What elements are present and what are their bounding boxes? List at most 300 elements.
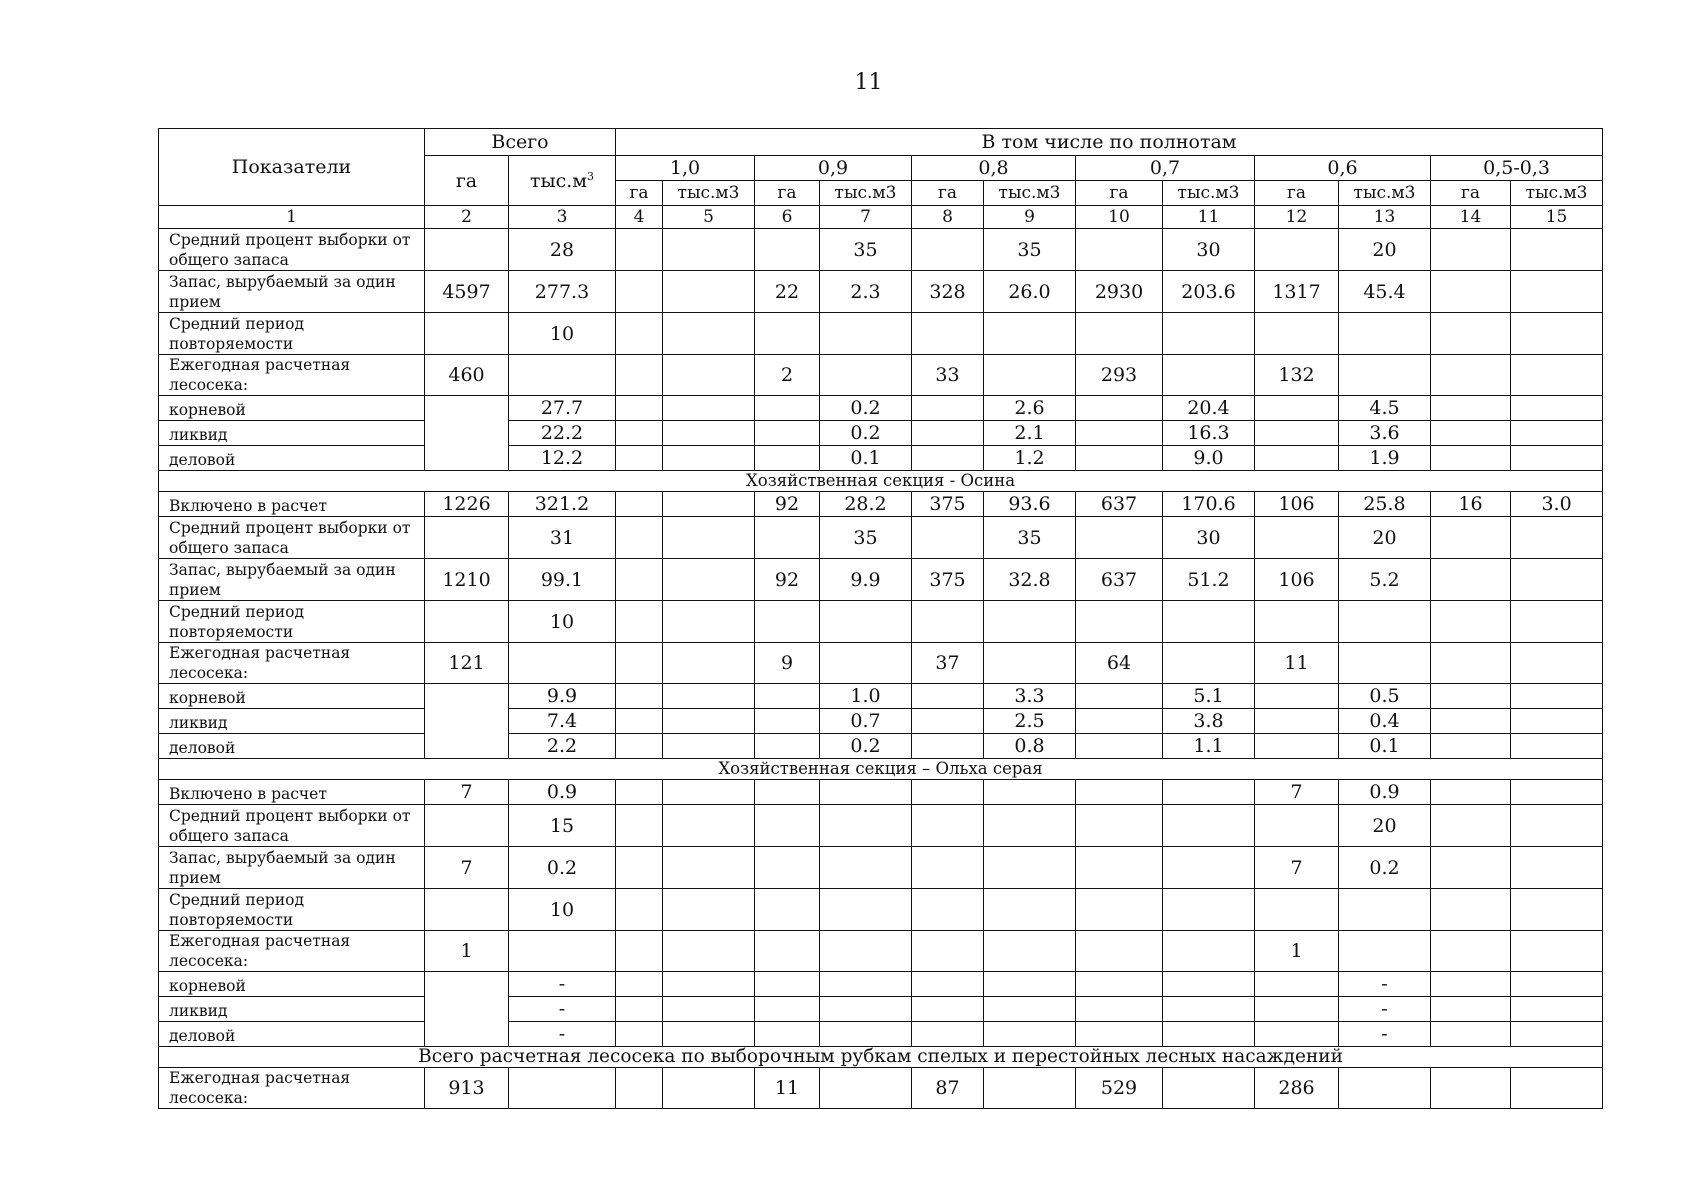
table-cell	[663, 1068, 755, 1109]
table-cell: 2.3	[820, 271, 912, 313]
table-cell	[509, 643, 616, 684]
table-cell	[1339, 889, 1431, 931]
table-cell: 5.1	[1163, 684, 1255, 709]
table-cell	[820, 780, 912, 805]
table-cell	[1255, 313, 1339, 355]
table-cell	[616, 492, 663, 517]
table-cell	[820, 972, 912, 997]
table-cell: 293	[1076, 355, 1163, 396]
table-cell	[1076, 446, 1163, 471]
table-cell	[1511, 709, 1603, 734]
table-cell	[616, 889, 663, 931]
table-cell	[616, 972, 663, 997]
table-row	[159, 517, 1603, 559]
section-row	[159, 1047, 1603, 1068]
table-cell	[1511, 559, 1603, 601]
table-cell: 0.2	[820, 734, 912, 759]
table-cell	[912, 229, 984, 271]
table-cell	[1511, 889, 1603, 931]
table-cell	[616, 396, 663, 421]
header-unit-volume: тыс.м3	[1163, 181, 1255, 206]
table-cell	[663, 734, 755, 759]
table-cell	[616, 1068, 663, 1109]
table-cell	[509, 931, 616, 972]
table-cell	[984, 643, 1076, 684]
column-index: 3	[509, 206, 616, 229]
table-cell	[663, 355, 755, 396]
table-cell	[1163, 313, 1255, 355]
table-cell	[984, 313, 1076, 355]
table-cell: 7	[1255, 780, 1339, 805]
table-cell	[1431, 709, 1511, 734]
table-cell	[984, 847, 1076, 889]
table-cell	[984, 601, 1076, 643]
table-cell: 3.0	[1511, 492, 1603, 517]
table-cell	[1339, 601, 1431, 643]
table-cell	[663, 931, 755, 972]
table-cell	[663, 997, 755, 1022]
table-cell	[1255, 229, 1339, 271]
table-cell: 16	[1431, 492, 1511, 517]
table-cell	[663, 492, 755, 517]
table-cell	[1431, 421, 1511, 446]
table-cell	[1076, 805, 1163, 847]
row-label: Включено в расчет	[159, 780, 425, 805]
table-cell	[1163, 355, 1255, 396]
table-cell	[1431, 1022, 1511, 1047]
table-cell	[1511, 446, 1603, 471]
row-label: деловой	[159, 1022, 425, 1047]
table-cell: 2	[755, 355, 820, 396]
table-cell	[755, 421, 820, 446]
header-unit-ha: га	[1255, 181, 1339, 206]
table-cell	[1255, 997, 1339, 1022]
table-cell	[1163, 805, 1255, 847]
column-index: 10	[1076, 206, 1163, 229]
table-cell: -	[509, 1022, 616, 1047]
row-label: Ежегодная расчетная лесосека:	[159, 355, 425, 396]
table-cell	[1163, 997, 1255, 1022]
table-cell	[912, 421, 984, 446]
table-cell: 32.8	[984, 559, 1076, 601]
table-cell	[1255, 601, 1339, 643]
table-cell	[1255, 517, 1339, 559]
table-cell	[755, 1022, 820, 1047]
table-cell	[616, 601, 663, 643]
table-cell	[1511, 997, 1603, 1022]
table-cell	[820, 1022, 912, 1047]
table-cell	[663, 313, 755, 355]
table-cell	[984, 972, 1076, 997]
table-cell: 28.2	[820, 492, 912, 517]
table-cell	[1255, 421, 1339, 446]
table-cell	[1511, 601, 1603, 643]
table-row	[159, 972, 1603, 997]
table-cell: 0.8	[984, 734, 1076, 759]
table-cell	[755, 972, 820, 997]
table-cell	[1511, 780, 1603, 805]
table-cell: 87	[912, 1068, 984, 1109]
header-total-ha: га	[425, 156, 509, 206]
row-label: Ежегодная расчетная лесосека:	[159, 1068, 425, 1109]
table-cell: 30	[1163, 229, 1255, 271]
table-cell: 11	[1255, 643, 1339, 684]
header-unit-volume: тыс.м3	[1339, 181, 1431, 206]
table-cell: 121	[425, 643, 509, 684]
table-cell	[616, 229, 663, 271]
table-cell: 7.4	[509, 709, 616, 734]
table-cell	[1431, 313, 1511, 355]
table-cell: 92	[755, 492, 820, 517]
table-cell	[1076, 601, 1163, 643]
table-row	[159, 355, 1603, 396]
table-cell: 1.2	[984, 446, 1076, 471]
table-cell	[1431, 355, 1511, 396]
table-cell	[1511, 396, 1603, 421]
table-cell	[509, 355, 616, 396]
table-cell	[984, 355, 1076, 396]
table-cell	[984, 931, 1076, 972]
column-index: 9	[984, 206, 1076, 229]
table-cell	[912, 1022, 984, 1047]
table-cell	[1431, 847, 1511, 889]
header-unit-volume: тыс.м3	[663, 181, 755, 206]
table-cell	[1431, 271, 1511, 313]
table-cell	[1511, 1068, 1603, 1109]
table-cell: 277.3	[509, 271, 616, 313]
table-cell	[663, 805, 755, 847]
table-cell	[1255, 972, 1339, 997]
table-cell	[1163, 972, 1255, 997]
table-cell	[1431, 446, 1511, 471]
table-cell: 1.9	[1339, 446, 1431, 471]
table-cell	[616, 355, 663, 396]
table-cell: 2930	[1076, 271, 1163, 313]
table-cell	[663, 889, 755, 931]
table-cell	[912, 931, 984, 972]
table-row	[159, 997, 1603, 1022]
table-cell	[1163, 601, 1255, 643]
table-row	[159, 931, 1603, 972]
table-cell	[912, 709, 984, 734]
table-row	[159, 889, 1603, 931]
table-cell: -	[1339, 997, 1431, 1022]
table-cell: 2.5	[984, 709, 1076, 734]
table-cell	[663, 271, 755, 313]
table-row	[159, 229, 1603, 271]
table-cell: 3.8	[1163, 709, 1255, 734]
table-cell	[755, 889, 820, 931]
table-cell	[820, 997, 912, 1022]
table-cell	[1431, 396, 1511, 421]
table-cell	[616, 1022, 663, 1047]
table-cell: 35	[984, 517, 1076, 559]
table-cell	[1431, 517, 1511, 559]
table-cell: 286	[1255, 1068, 1339, 1109]
table-row-total	[159, 1068, 1603, 1109]
row-label: Средний процент выборки от общего запаса	[159, 229, 425, 271]
table-cell: 637	[1076, 492, 1163, 517]
table-cell: 0.2	[820, 396, 912, 421]
table-cell: 30	[1163, 517, 1255, 559]
table-cell	[912, 684, 984, 709]
table-cell	[1431, 684, 1511, 709]
table-cell: 106	[1255, 559, 1339, 601]
table-cell	[616, 805, 663, 847]
table-cell: 1210	[425, 559, 509, 601]
header-unit-ha: га	[616, 181, 663, 206]
table-cell	[1076, 997, 1163, 1022]
column-index: 8	[912, 206, 984, 229]
row-label: корневой	[159, 684, 425, 709]
table-cell: -	[509, 972, 616, 997]
table-cell	[616, 709, 663, 734]
row-label: Средний процент выборки от общего запаса	[159, 805, 425, 847]
table-cell	[663, 517, 755, 559]
column-index: 2	[425, 206, 509, 229]
table-cell: 93.6	[984, 492, 1076, 517]
table-cell	[616, 780, 663, 805]
table-cell	[1431, 889, 1511, 931]
row-label: Ежегодная расчетная лесосека:	[159, 931, 425, 972]
table-cell	[755, 805, 820, 847]
table-cell: 170.6	[1163, 492, 1255, 517]
table-cell	[1076, 931, 1163, 972]
table-cell	[1339, 643, 1431, 684]
table-cell: 2.6	[984, 396, 1076, 421]
table-cell	[616, 643, 663, 684]
table-cell	[616, 931, 663, 972]
row-label: Средний период повторяемости	[159, 601, 425, 643]
table-cell	[820, 355, 912, 396]
table-cell: 1226	[425, 492, 509, 517]
table-cell	[425, 601, 509, 643]
row-label: корневой	[159, 396, 425, 421]
table-cell	[663, 847, 755, 889]
header-unit-volume: тыс.м3	[984, 181, 1076, 206]
table-cell	[1431, 643, 1511, 684]
column-index: 13	[1339, 206, 1431, 229]
table-cell	[820, 601, 912, 643]
table-cell	[1255, 709, 1339, 734]
table-cell: 0.1	[1339, 734, 1431, 759]
table-row	[159, 780, 1603, 805]
table-cell	[755, 517, 820, 559]
merged-empty-cell	[425, 972, 509, 1047]
table-cell	[1163, 931, 1255, 972]
table-cell	[1431, 972, 1511, 997]
table-cell	[425, 229, 509, 271]
table-cell: 10	[509, 889, 616, 931]
table-cell: 31	[509, 517, 616, 559]
table-cell	[984, 1022, 1076, 1047]
table-cell	[663, 229, 755, 271]
table-cell	[755, 997, 820, 1022]
table-cell	[1339, 355, 1431, 396]
table-cell: 35	[820, 229, 912, 271]
row-label: ликвид	[159, 709, 425, 734]
table-cell	[820, 313, 912, 355]
table-cell	[1511, 1022, 1603, 1047]
table-cell: 106	[1255, 492, 1339, 517]
row-label: Запас, вырубаемый за один прием	[159, 271, 425, 313]
table-cell: -	[1339, 972, 1431, 997]
table-cell	[912, 847, 984, 889]
table-cell	[616, 559, 663, 601]
table-cell	[425, 517, 509, 559]
row-label: деловой	[159, 734, 425, 759]
table-cell: 7	[1255, 847, 1339, 889]
table-cell	[820, 847, 912, 889]
table-cell	[1163, 643, 1255, 684]
header-unit-volume: тыс.м3	[1511, 181, 1603, 206]
table-cell	[912, 601, 984, 643]
table-cell: 0.2	[509, 847, 616, 889]
row-label: Средний период повторяемости	[159, 889, 425, 931]
row-label: корневой	[159, 972, 425, 997]
table-cell	[1255, 889, 1339, 931]
table-cell: 2.1	[984, 421, 1076, 446]
column-index: 7	[820, 206, 912, 229]
table-cell	[1076, 684, 1163, 709]
table-cell: 20	[1339, 229, 1431, 271]
header-density: 0,8	[912, 156, 1076, 181]
table-cell	[755, 931, 820, 972]
table-cell	[663, 601, 755, 643]
table-cell: 28	[509, 229, 616, 271]
table-cell	[616, 847, 663, 889]
table-cell: 9.9	[820, 559, 912, 601]
table-cell: 1	[1255, 931, 1339, 972]
table-cell: 0.5	[1339, 684, 1431, 709]
table-cell	[820, 931, 912, 972]
table-cell	[1255, 446, 1339, 471]
table-cell	[616, 997, 663, 1022]
table-cell: 3.3	[984, 684, 1076, 709]
table-cell: 0.9	[1339, 780, 1431, 805]
table-cell	[1076, 780, 1163, 805]
table-cell: -	[509, 997, 616, 1022]
table-row	[159, 1022, 1603, 1047]
table-cell	[1431, 997, 1511, 1022]
table-cell	[663, 446, 755, 471]
row-label: Запас, вырубаемый за один прием	[159, 559, 425, 601]
table-cell	[755, 734, 820, 759]
table-cell	[1255, 684, 1339, 709]
section-title: Хозяйственная секция - Осина	[159, 471, 1603, 492]
table-row	[159, 734, 1603, 759]
header-density: 0,6	[1255, 156, 1431, 181]
table-cell	[1076, 229, 1163, 271]
table-row	[159, 313, 1603, 355]
table-row	[159, 709, 1603, 734]
table-cell: 4.5	[1339, 396, 1431, 421]
row-label: ликвид	[159, 997, 425, 1022]
table-cell	[912, 734, 984, 759]
table-cell: 15	[509, 805, 616, 847]
header-unit-ha: га	[1431, 181, 1511, 206]
row-label: Средний процент выборки от общего запаса	[159, 517, 425, 559]
merged-empty-cell	[425, 684, 509, 759]
table-cell	[755, 396, 820, 421]
table-cell	[1431, 780, 1511, 805]
table-row	[159, 643, 1603, 684]
table-cell	[1076, 972, 1163, 997]
table-cell: 12.2	[509, 446, 616, 471]
column-index: 4	[616, 206, 663, 229]
header-unit-ha: га	[1076, 181, 1163, 206]
table-cell	[1511, 355, 1603, 396]
table-cell	[1511, 972, 1603, 997]
table-cell: 5.2	[1339, 559, 1431, 601]
table-cell	[912, 446, 984, 471]
column-index: 11	[1163, 206, 1255, 229]
table-cell	[1163, 780, 1255, 805]
table-cell: 33	[912, 355, 984, 396]
table-row	[159, 446, 1603, 471]
header-total: Всего	[425, 129, 616, 156]
table-cell: 27.7	[509, 396, 616, 421]
table-cell	[1076, 847, 1163, 889]
row-label: деловой	[159, 446, 425, 471]
header-density: 0,9	[755, 156, 912, 181]
table-cell: 16.3	[1163, 421, 1255, 446]
table-cell	[1339, 313, 1431, 355]
table-cell	[1511, 643, 1603, 684]
table-cell: 35	[984, 229, 1076, 271]
table-cell: 20	[1339, 517, 1431, 559]
column-index: 12	[1255, 206, 1339, 229]
table-cell	[984, 889, 1076, 931]
table-row	[159, 684, 1603, 709]
row-label: Ежегодная расчетная лесосека:	[159, 643, 425, 684]
table-cell	[1163, 1068, 1255, 1109]
table-cell: 51.2	[1163, 559, 1255, 601]
table-row	[159, 805, 1603, 847]
table-cell	[755, 229, 820, 271]
table-cell	[616, 446, 663, 471]
table-cell	[1431, 734, 1511, 759]
table-cell	[616, 271, 663, 313]
header-density: 1,0	[616, 156, 755, 181]
table-cell: 913	[425, 1068, 509, 1109]
table-cell: 0.4	[1339, 709, 1431, 734]
table-cell	[1255, 396, 1339, 421]
table-cell	[1163, 1022, 1255, 1047]
table-cell: 3.6	[1339, 421, 1431, 446]
table-cell: 64	[1076, 643, 1163, 684]
merged-empty-cell	[425, 396, 509, 471]
row-label: Включено в расчет	[159, 492, 425, 517]
table-cell	[912, 889, 984, 931]
table-cell	[1255, 805, 1339, 847]
table-cell: 10	[509, 313, 616, 355]
table-cell: 1317	[1255, 271, 1339, 313]
table-cell: 637	[1076, 559, 1163, 601]
table-cell: 0.2	[1339, 847, 1431, 889]
table-cell	[755, 847, 820, 889]
header-density: 0,7	[1076, 156, 1255, 181]
table-cell	[1431, 559, 1511, 601]
table-cell: 1.1	[1163, 734, 1255, 759]
table-cell: 35	[820, 517, 912, 559]
table-cell	[1431, 1068, 1511, 1109]
table-cell	[1076, 1022, 1163, 1047]
section-title: Хозяйственная секция – Ольха серая	[159, 759, 1603, 780]
table-cell	[1511, 847, 1603, 889]
header-density: 0,5-0,3	[1431, 156, 1603, 181]
table-cell	[1076, 396, 1163, 421]
